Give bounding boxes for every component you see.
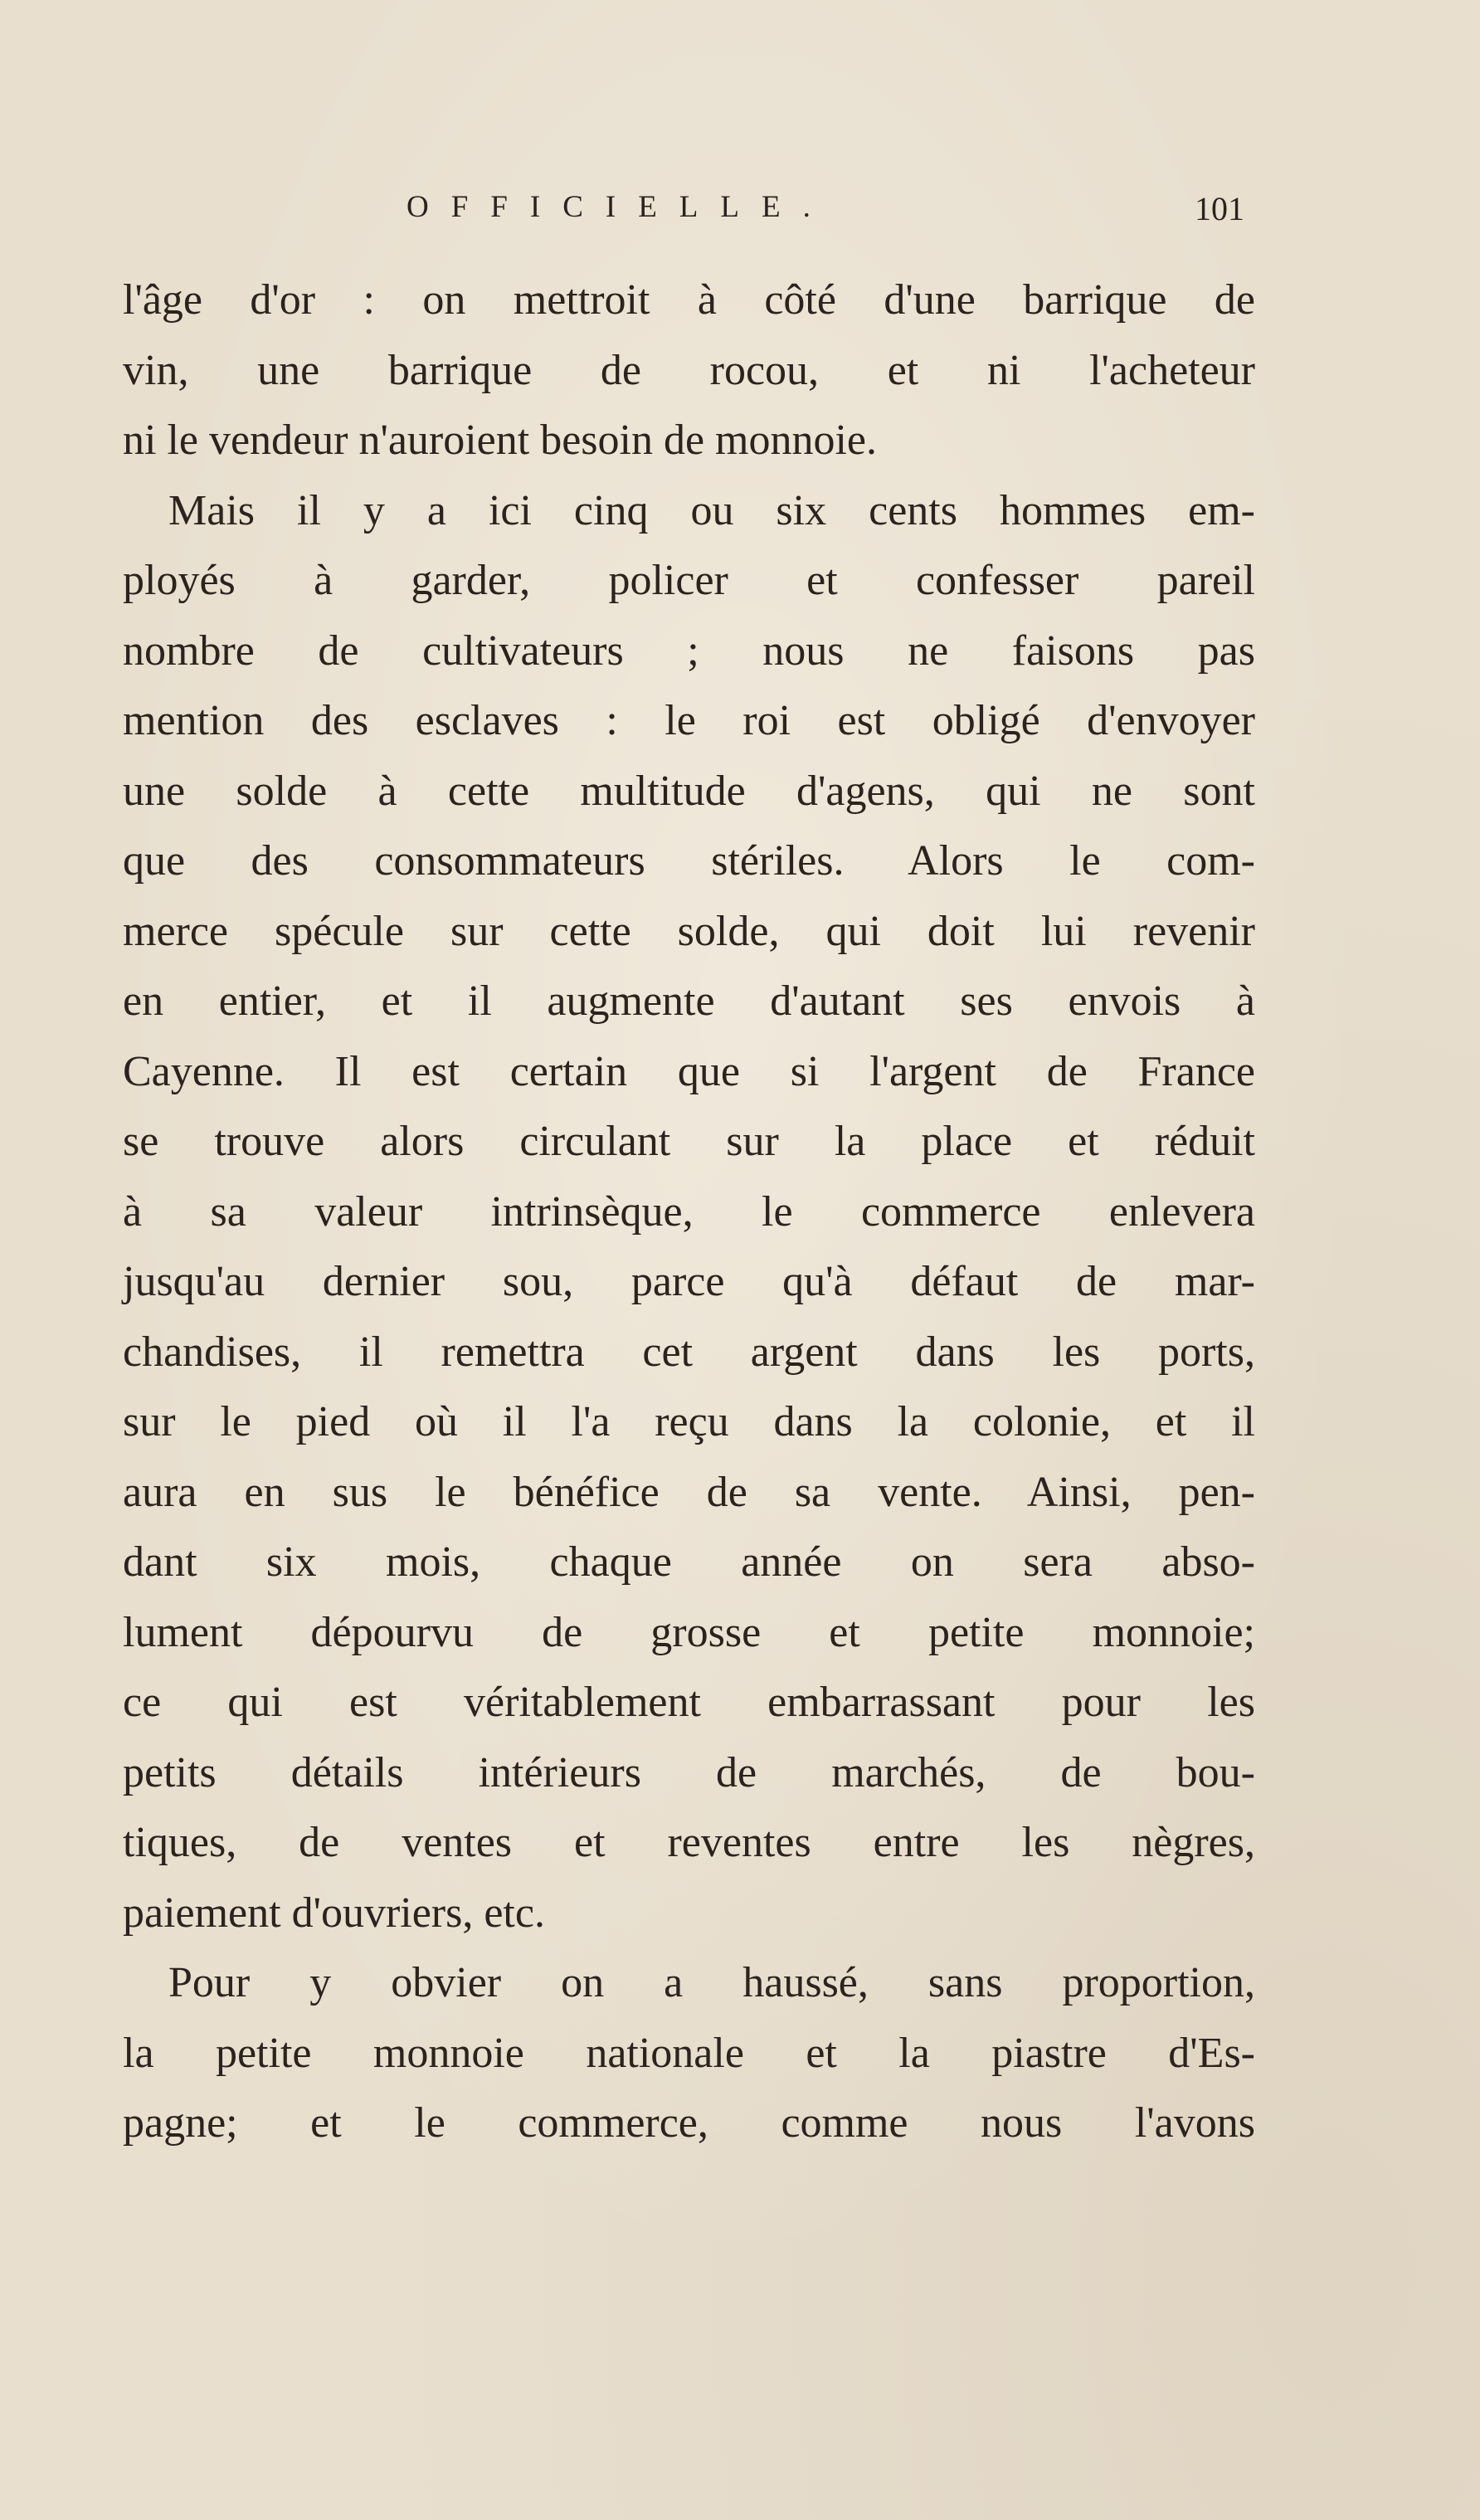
text-line: dant six mois, chaque année on sera abso-	[123, 1538, 1255, 1586]
text-line: ni le vendeur n'auroient besoin de monnoie.	[123, 417, 878, 464]
text-line: petits détails intérieurs de marchés, de bou-	[123, 1748, 1255, 1796]
text-line: mention des esclaves : le roi est obligé d'envoyer	[123, 697, 1255, 744]
text-line: Pour y obvier on a haussé, sans proportion,	[168, 1959, 1255, 2006]
text-line: chandises, il remettra cet argent dans les ports,	[123, 1328, 1255, 1376]
text-line: aura en sus le bénéfice de sa vente. Ainsi, pen-	[123, 1468, 1255, 1516]
text-line: Cayenne. Il est certain que si l'argent de France	[123, 1047, 1255, 1095]
text-line: paiement d'ouvriers, etc.	[123, 1889, 545, 1937]
text-line: tiques, de ventes et reventes entre les nègres,	[123, 1819, 1255, 1866]
text-line: merce spécule sur cette solde, qui doit lui revenir	[123, 907, 1255, 955]
text-line: nombre de cultivateurs ; nous ne faisons pas	[123, 626, 1255, 675]
text-line: Mais il y a ici cinq ou six cents hommes em-	[168, 486, 1255, 534]
text-line: ce qui est véritablement embarrassant pour les	[123, 1679, 1255, 1726]
page-number: 101	[1195, 190, 1244, 227]
running-head: OFFICIELLE.	[407, 190, 833, 224]
text-line: en entier, et il augmente d'autant ses envois à	[123, 977, 1255, 1025]
text-line: lument dépourvu de grosse et petite monnoie;	[123, 1608, 1255, 1656]
text-line: l'âge d'or : on mettroit à côté d'une barrique de	[123, 276, 1255, 324]
text-line: ployés à garder, policer et confesser pareil	[123, 557, 1255, 604]
body-text	[123, 266, 1255, 2159]
text-line: vin, une barrique de rocou, et ni l'acheteur	[123, 346, 1255, 394]
page-header	[0, 189, 1480, 231]
text-line: une solde à cette multitude d'agens, qui ne sont	[123, 767, 1255, 815]
text-line: la petite monnoie nationale et la piastre d'Es-	[123, 2029, 1255, 2077]
text-line: pagne; et le commerce, comme nous l'avons	[123, 2099, 1255, 2147]
text-line: que des consommateurs stériles. Alors le com-	[123, 837, 1255, 885]
text-line: jusqu'au dernier sou, parce qu'à défaut de mar-	[123, 1258, 1255, 1305]
text-line: à sa valeur intrinsèque, le commerce enlevera	[123, 1187, 1255, 1236]
text-line: sur le pied où il l'a reçu dans la colonie, et il	[123, 1398, 1255, 1445]
text-line: se trouve alors circulant sur la place et réduit	[123, 1118, 1255, 1165]
